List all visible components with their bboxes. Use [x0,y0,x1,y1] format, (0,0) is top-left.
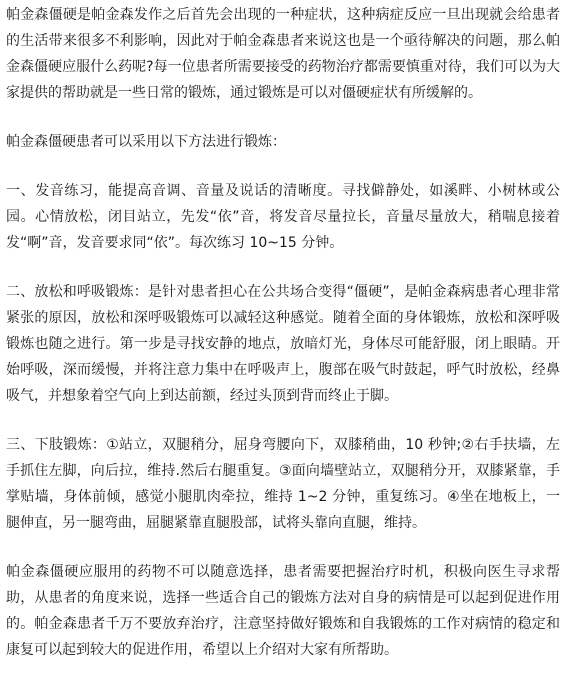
conclusion-paragraph: 帕金森僵硬应服用的药物不可以随意选择，患者需要把握治疗时机，积极向医生寻求帮助，从患者的角度来说，选择一些适合自己的锻炼方法对自身的病情是可以起到促进作用的。帕金森患者千万不要放弃治疗，注意坚持做好锻炼和自我锻炼的工作对病情的稳定和康复可以起到较大的促进作用，希望以上介绍对大家有所帮助。 [6,564,560,658]
lower-limb-exercise-paragraph: 三、下肢锻炼：①站立，双腿稍分，屈身弯腰向下，双膝稍曲，10 秒钟;②右手扶墙，左手抓住左脚，向后拉，维持.然后右腿重复。③面向墙壁站立，双腿稍分开，双膝紧靠，手掌贴墙，身体前倾，感觉小腿肌肉牵拉，维持 1~2 分钟，重复练习。④坐在地板上，一腿伸直，另一腿弯曲，屈腿紧靠直腿股部，试将头靠向直腿，维持。 [6,437,560,531]
intro-paragraph: 帕金森僵硬是帕金森发作之后首先会出现的一种症状，这种病症反应一旦出现就会给患者的生活带来很多不利影响，因此对于帕金森患者来说这也是一个亟待解决的问题，那么帕金森僵硬应服什么药呢?每一位患者所需要接受的药物治疗都需要慎重对待，我们可以为大家提供的帮助就是一些日常的锻炼，通过锻炼是可以对僵硬症状有所缓解的。 [6,7,560,101]
voice-practice-paragraph: 一、发音练习，能提高音调、音量及说话的清晰度。寻找僻静处，如溪畔、小树林或公园。心情放松，闭目站立，先发“依”音，将发音尽量拉长，音量尽量放大，稍喘息接着发“啊”音，发音要求同“依”。每次练习 10~15 分钟。 [6,183,560,251]
relaxation-breathing-paragraph: 二、放松和呼吸锻炼：是针对患者担心在公共场合变得“僵硬”，是帕金森病患者心理非常紧张的原因，放松和深呼吸锻炼可以减轻这种感觉。随着全面的身体锻炼，放松和深呼吸锻炼也随之进行。第一步是寻找安静的地点，放暗灯光，身体尽可能舒服，闭上眼睛。开始呼吸，深而缓慢，并将注意力集中在呼吸声上，腹部在吸气时鼓起，呼气时放松，经鼻吸气，并想象着空气向上到达前额，经过头顶到背而终止于脚。 [6,284,560,404]
methods-heading-paragraph: 帕金森僵硬患者可以采用以下方法进行锻炼： [6,134,286,150]
